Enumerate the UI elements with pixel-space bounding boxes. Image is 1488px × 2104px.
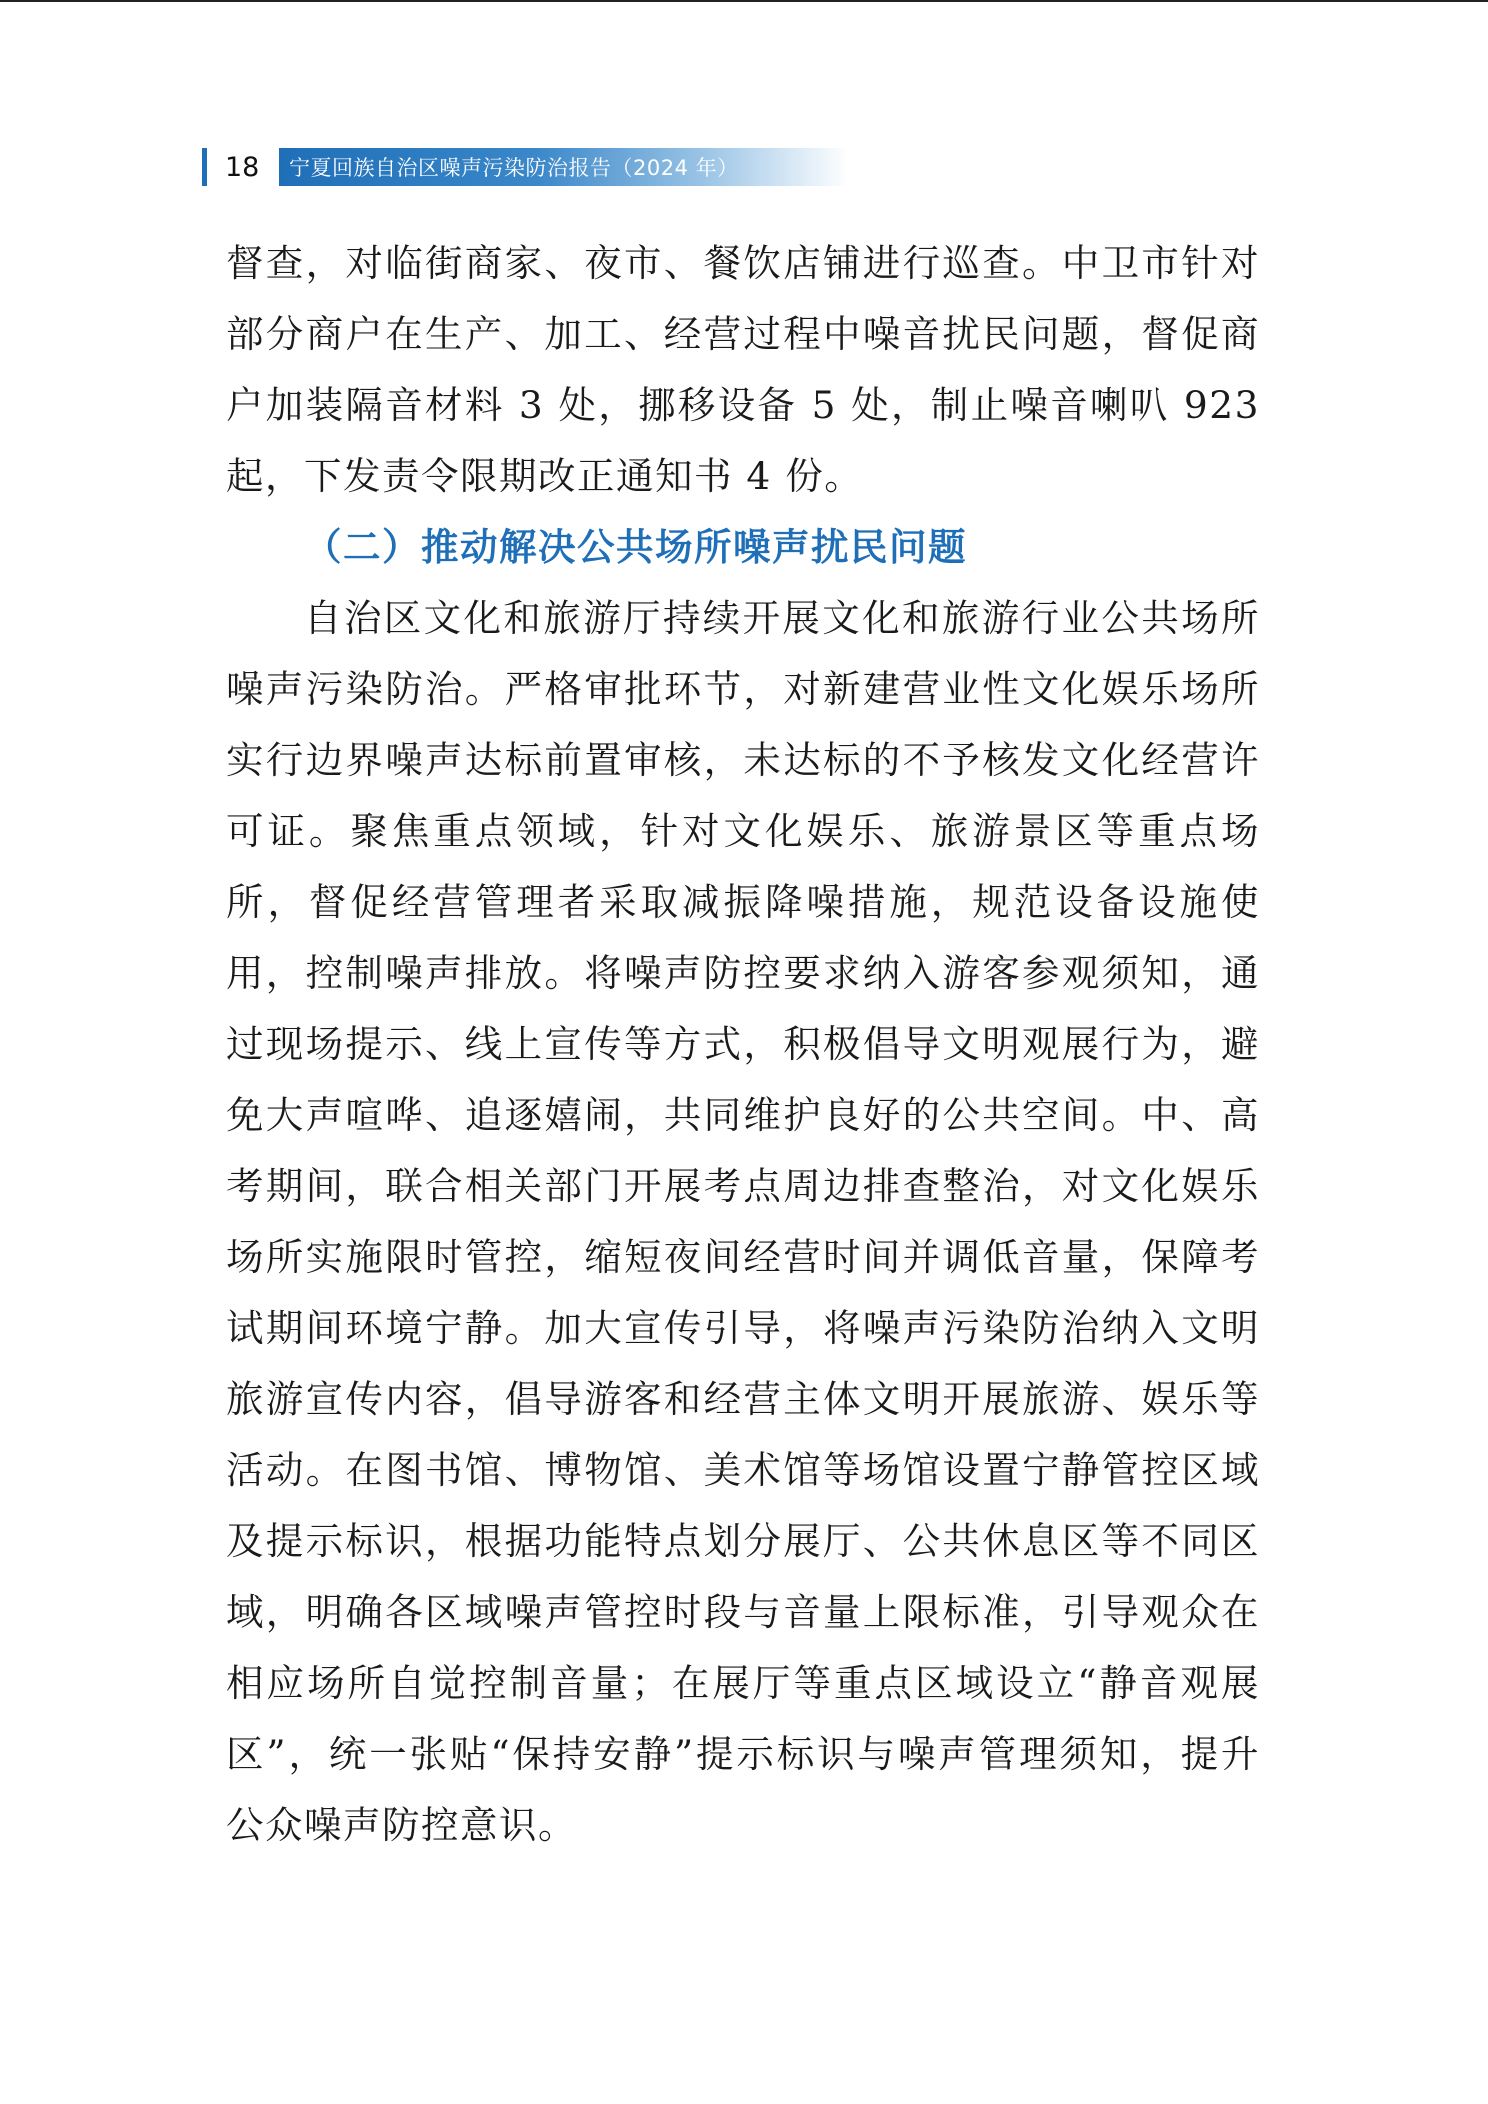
section-heading: （二）推动解决公共场所噪声扰民问题 [304,525,967,569]
header-title-band [279,148,849,186]
paragraph-continued: 督查，对临街商家、夜市、餐饮店铺进行巡查。中卫市针对部分商户在生产、加工、经营过程中噪音扰民问题，督促商户加装隔音材料 3 处，挪移设备 5 处，制止噪音喇叭 923 起，下发责令限期改正通知书 4 份。 [226,241,1260,498]
page-body [226,228,1260,1861]
top-border-line [0,0,1488,2]
running-header [202,148,849,186]
header-accent-bar [202,148,207,186]
report-title: 宁夏回族自治区噪声污染防治报告（2024 年） [289,156,739,180]
paragraph-culture-tourism: 自治区文化和旅游厅持续开展文化和旅游行业公共场所噪声污染防治。严格审批环节，对新建营业性文化娱乐场所实行边界噪声达标前置审核，未达标的不予核发文化经营许可证。聚焦重点领域，针对文化娱乐、旅游景区等重点场所，督促经营管理者采取减振降噪措施，规范设备设施使用，控制噪声排放。将噪声防控要求纳入游客参观须知，通过现场提示、线上宣传等方式，积极倡导文明观展行为，避免大声喧哗、追逐嬉闹，共同维护良好的公共空间。中、高考期间，联合相关部门开展考点周边排查整治，对文化娱乐场所实施限时管控，缩短夜间经营时间并调低音量，保障考试期间环境宁静。加大宣传引导，将噪声污染防治纳入文明旅游宣传内容，倡导游客和经营主体文明开展旅游、娱乐等活动。在图书馆、博物馆、美术馆等场馆设置宁静管控区域及提示标识，根据功能特点划分展厅、公共休息区等不同区域，明确各区域噪声管控时段与音量上限标准，引导观众在相应场所自觉控制音量；在展厅等重点区域设立“静音观展区”，统一张贴“保持安静”提示标识与噪声管理须知，提升公众噪声防控意识。 [226,596,1260,1847]
page-number: 18 [225,151,260,183]
